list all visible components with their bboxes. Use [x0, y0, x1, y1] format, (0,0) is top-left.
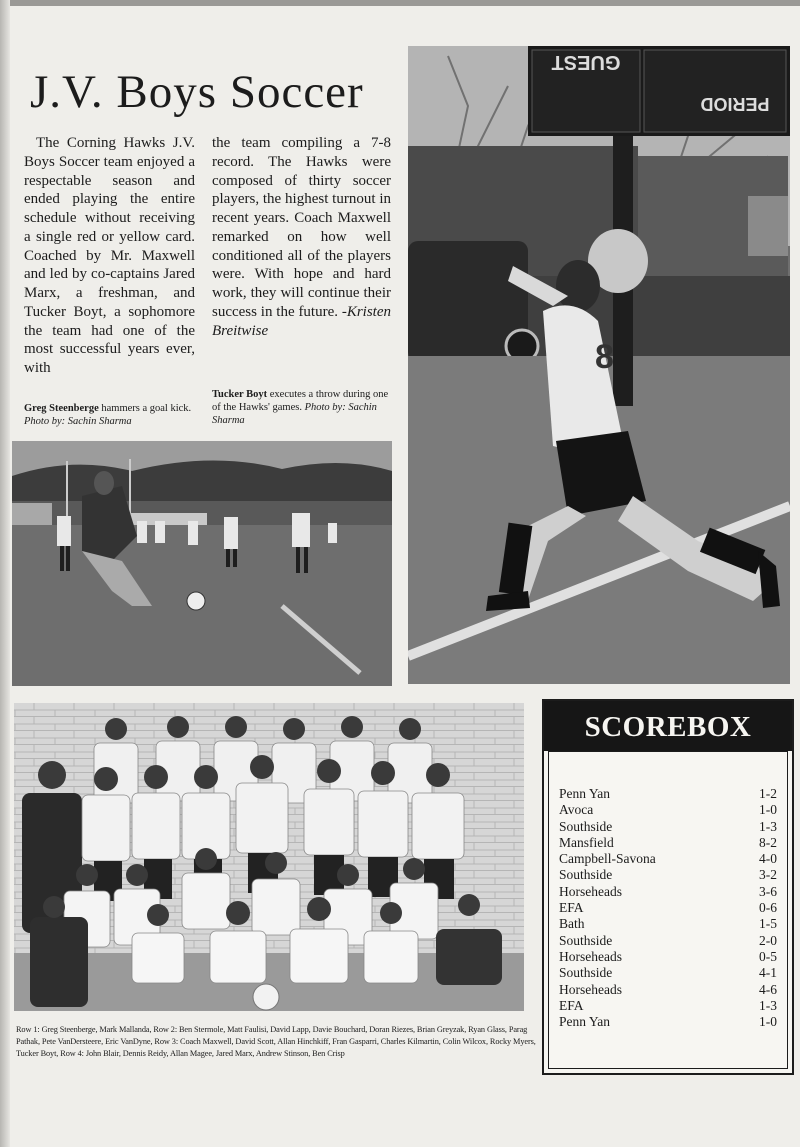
score-row: [559, 933, 777, 949]
score-result: 1-3: [759, 818, 777, 834]
score-opponent: Southside: [559, 818, 613, 834]
team-photo: [14, 703, 524, 1011]
score-row: [559, 867, 777, 883]
score-opponent: Mansfield: [559, 834, 614, 850]
score-opponent: Penn Yan: [559, 786, 611, 801]
score-result: 0-6: [759, 900, 777, 916]
page-title: J.V. Boys Soccer: [30, 66, 364, 118]
article-column-2: [212, 134, 391, 340]
score-opponent: Southside: [559, 867, 613, 883]
score-row: [559, 786, 777, 802]
goal-kick-caption-text: hammers a goal kick.: [101, 403, 192, 414]
score-result: 1-0: [759, 802, 777, 818]
article-column-2-text: the team compiling a 7-8 record. The Hawks were composed of thirty soccer players, the highest turnout in recent years. Coach Maxwell remarked on how well conditioned all of the players were. With hope and hard work, they will continue their success in the future.: [212, 135, 391, 320]
score-row: [559, 802, 777, 818]
score-opponent: Southside: [559, 932, 613, 948]
score-result: 3-6: [759, 883, 777, 899]
scorebox-title: SCOREBOX: [544, 701, 792, 751]
throw-caption-credit: Photo by: Sachin Sharma: [212, 402, 377, 426]
goal-kick-caption-credit: Photo by: Sachin Sharma: [24, 416, 132, 427]
score-result: 1-3: [759, 997, 777, 1013]
team-photo-roster-caption: Row 1: Greg Steenberge, Mark Mallanda, Row 2: Ben Stermole, Matt Faulisi, David Lapp, Davie Bouchard, Doran Riezes, Brian Greyzak, Ryan Glass, Parag Pathak, Pete VanDersteere, Eric VanDyne, Row 3: Coach Maxwell, David Scott, Allan Hinchkiff, Fran Gasparri, Charles Kilmartin, Colin Wilcox, Rocky Myers, Tucker Boyt, Row 4: John Blair, Dennis Reidy, Allan Magee, Jared Marx, Andrew Stinson, Ben Crisp: [16, 1025, 536, 1058]
throw-caption: [212, 388, 394, 427]
score-row: [559, 819, 777, 835]
score-row: [559, 965, 777, 981]
score-opponent: Horseheads: [559, 948, 622, 964]
score-row: [559, 949, 777, 965]
scorebox-results-list: [559, 786, 777, 1030]
score-result: 1-5: [759, 916, 777, 932]
score-result: 4-1: [759, 965, 777, 981]
article-column-1: The Corning Hawks J.V. Boys Soccer team enjoyed a respectable season and ended playing the entire schedule without receiving a single red or yellow card. Coached by Mr. Maxwell and led by co-captains Jared Marx, a freshman, and Tucker Boyt, a sophomore the team had one of the most successful years ever, with: [24, 135, 195, 376]
score-row: [559, 900, 777, 916]
throw-caption-text: executes a throw during one of the Hawks' games.: [212, 389, 389, 413]
scorebox: [542, 699, 794, 1075]
article-byline: -Kristen Breitwise: [212, 303, 392, 339]
score-opponent: Horseheads: [559, 883, 622, 899]
scoreboard-guest-text: GUEST: [551, 51, 621, 73]
goal-kick-photo: [12, 441, 392, 686]
throw-in-photo: [408, 46, 790, 684]
score-row: [559, 835, 777, 851]
score-row: [559, 982, 777, 998]
jersey-number-text: 8: [595, 338, 614, 376]
goal-kick-caption-name: Greg Steenberge: [24, 403, 99, 414]
score-result: 4-0: [759, 851, 777, 867]
score-row: [559, 884, 777, 900]
score-opponent: Horseheads: [559, 981, 622, 997]
score-result: 4-6: [759, 981, 777, 997]
score-opponent: Bath: [559, 916, 585, 932]
score-result: 8-2: [759, 834, 777, 850]
scoreboard-period-text: PERIOD: [700, 94, 770, 114]
score-opponent: Campbell-Savona: [559, 851, 656, 867]
score-opponent: EFA: [559, 900, 584, 916]
score-row: [559, 851, 777, 867]
score-result: 1-0: [759, 1014, 777, 1030]
score-result: 3-2: [759, 867, 777, 883]
scorebox-results-panel: [548, 751, 788, 1069]
goal-kick-caption: [24, 402, 204, 428]
score-row: [559, 916, 777, 932]
score-opponent: Penn Yan: [559, 1014, 611, 1030]
score-row: [559, 1014, 777, 1030]
score-result: 0-5: [759, 948, 777, 964]
score-row: [559, 998, 777, 1014]
page-top-edge: [0, 0, 800, 6]
page-spine-shadow: [0, 0, 10, 1147]
score-opponent: Avoca: [559, 802, 594, 818]
score-opponent: Southside: [559, 965, 613, 981]
score-opponent: EFA: [559, 997, 584, 1013]
throw-caption-name: Tucker Boyt: [212, 389, 268, 400]
score-result: 1-2: [759, 786, 777, 801]
score-result: 2-0: [759, 932, 777, 948]
